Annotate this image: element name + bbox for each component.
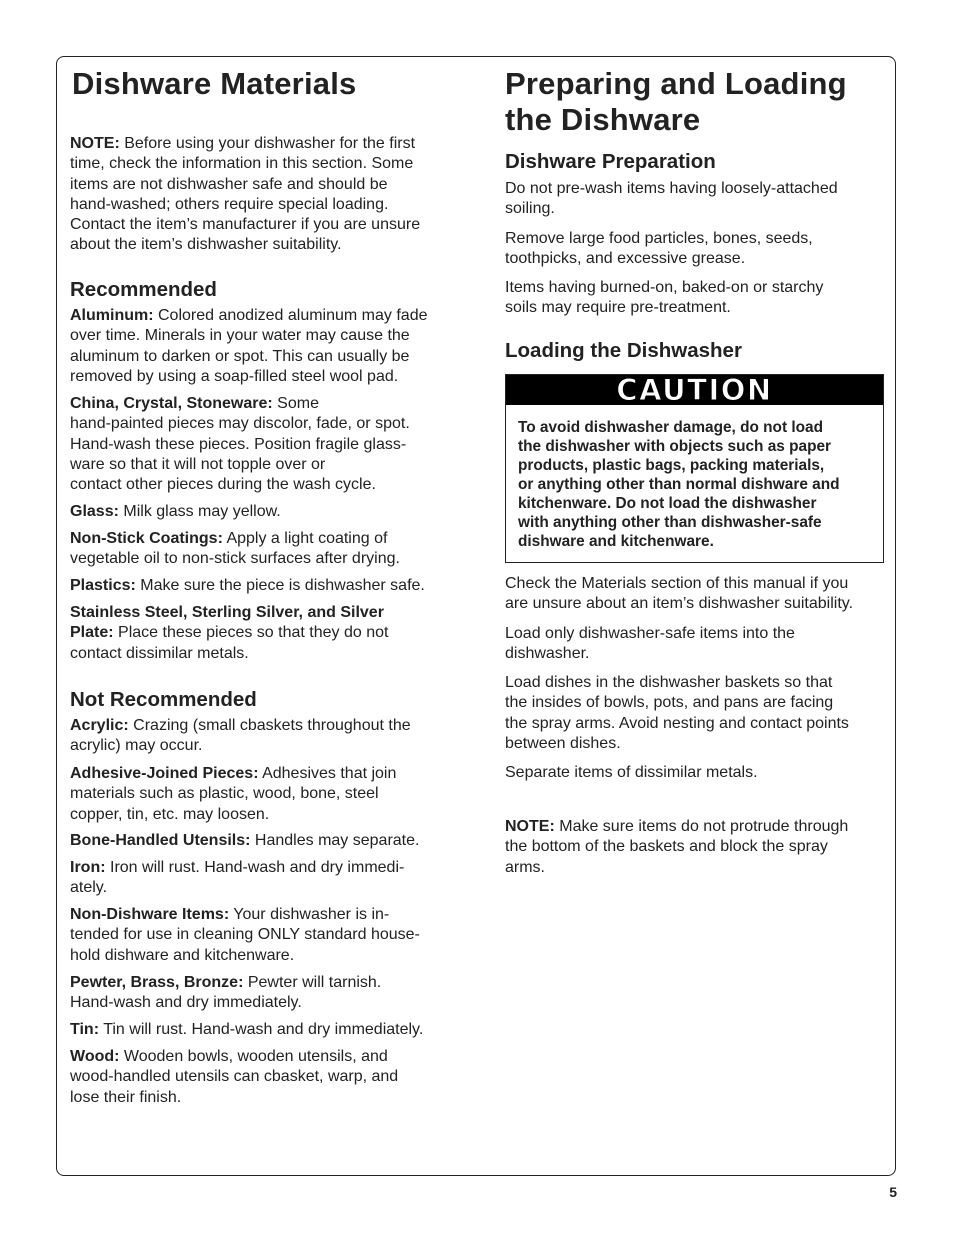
loading-para-1 xyxy=(505,574,895,615)
item-text: Hand-wash and dry immediately. xyxy=(70,994,302,1012)
item-aluminum xyxy=(70,306,460,387)
prep-para-3 xyxy=(505,278,895,319)
item-text: contact dissimilar metals. xyxy=(70,644,249,662)
para-line: the spray arms. Avoid nesting and contact points xyxy=(505,714,849,732)
item-lead: Adhesive-Joined Pieces: xyxy=(70,765,259,782)
item-text: Colored anodized aluminum may fade xyxy=(158,307,428,324)
para-line: between dishes. xyxy=(505,734,621,752)
caution-text xyxy=(518,418,880,551)
item-lead: Bone-Handled Utensils: xyxy=(70,832,251,849)
item-lead: Wood: xyxy=(70,1048,120,1065)
para-line: Load dishes in the dishwasher baskets so that xyxy=(505,674,833,691)
note-line: Before using your dishwasher for the first xyxy=(124,135,416,152)
item-lead: Non-Stick Coatings: xyxy=(70,530,223,547)
item-text: hold dishware and kitchenware. xyxy=(70,946,295,964)
item-text: acrylic) may occur. xyxy=(70,737,203,755)
para-line: Load only dishwasher-safe items into the xyxy=(505,625,795,642)
loading-note xyxy=(505,817,895,878)
item-pewter xyxy=(70,973,460,1014)
item-lead: Tin: xyxy=(70,1021,100,1038)
item-acrylic xyxy=(70,716,460,757)
loading-para-4 xyxy=(505,763,895,783)
item-lead: Plate: xyxy=(70,624,114,642)
item-text: Your dishwasher is in- xyxy=(233,906,390,923)
item-text: ately. xyxy=(70,879,108,897)
para-line: dishwasher. xyxy=(505,645,590,663)
item-lead: Stainless Steel, Sterling Silver, and Silver xyxy=(70,604,384,621)
item-iron xyxy=(70,858,460,899)
item-nonstick xyxy=(70,529,460,570)
para-line: Remove large food particles, bones, seeds, xyxy=(505,230,813,247)
note-line: about the item’s dishwasher suitability. xyxy=(70,236,342,254)
para-line: Items having burned-on, baked-on or starchy xyxy=(505,279,824,296)
loading-para-3 xyxy=(505,673,895,754)
item-lead: Aluminum: xyxy=(70,307,154,324)
item-lead: Non-Dishware Items: xyxy=(70,906,230,923)
item-text: Wooden bowls, wooden utensils, and xyxy=(123,1048,388,1065)
note-line: hand-washed; others require special loading. xyxy=(70,195,389,213)
item-text: wood-handled utensils can cbasket, warp, and xyxy=(70,1068,399,1086)
item-text: Milk glass may yellow. xyxy=(123,503,281,520)
caution-label: CAUTION xyxy=(616,373,773,407)
caution-line: products, plastic bags, packing materials, xyxy=(518,457,825,474)
caution-line: kitchenware. Do not load the dishwasher xyxy=(518,495,817,512)
para-line: soils may require pre-treatment. xyxy=(505,299,731,317)
note-line: time, check the information in this section. Some xyxy=(70,155,414,173)
item-non-dishware xyxy=(70,905,460,966)
item-adhesive xyxy=(70,764,460,825)
caution-line: dishware and kitchenware. xyxy=(518,533,714,550)
item-text: Crazing (small cbaskets throughout the xyxy=(133,717,411,734)
item-glass xyxy=(70,502,460,522)
item-lead: China, Crystal, Stoneware: xyxy=(70,395,273,412)
heading-recommended: Recommended xyxy=(70,278,217,301)
prep-para-1 xyxy=(505,179,895,220)
item-text: Hand-wash these pieces. Position fragile glass- xyxy=(70,435,407,453)
title-line: the Dishware xyxy=(505,102,701,137)
item-text: vegetable oil to non-stick surfaces after drying. xyxy=(70,550,400,568)
item-text: copper, tin, etc. may loosen. xyxy=(70,805,270,823)
item-text: Make sure the piece is dishwasher safe. xyxy=(140,577,425,594)
heading-loading-dishwasher: Loading the Dishwasher xyxy=(505,339,742,362)
para-line: are unsure about an item’s dishwasher suitability. xyxy=(505,595,854,613)
item-text: Place these pieces so that they do not xyxy=(118,624,389,642)
item-text: removed by using a soap-filled steel wool pad. xyxy=(70,367,399,385)
item-text: hand-painted pieces may discolor, fade, or spot. xyxy=(70,415,410,433)
item-text: Iron will rust. Hand-wash and dry immedi- xyxy=(110,859,405,876)
caution-banner xyxy=(506,375,883,405)
para-line: toothpicks, and excessive grease. xyxy=(505,250,746,268)
item-text: aluminum to darken or spot. This can usually be xyxy=(70,347,410,365)
item-tin xyxy=(70,1020,460,1040)
item-text: Some xyxy=(277,395,319,412)
caution-line: To avoid dishwasher damage, do not load xyxy=(518,419,824,436)
item-lead: Iron: xyxy=(70,859,106,876)
caution-line: the dishwasher with objects such as paper xyxy=(518,438,832,455)
item-wood xyxy=(70,1047,460,1108)
note-line: Make sure items do not protrude through xyxy=(559,818,849,835)
item-lead: Glass: xyxy=(70,503,119,520)
caution-line: or anything other than normal dishware and xyxy=(518,476,840,493)
para-line: Separate items of dissimilar metals. xyxy=(505,764,758,781)
item-text: Adhesives that join xyxy=(262,765,397,782)
caution-box xyxy=(505,374,884,563)
item-text: over time. Minerals in your water may cause the xyxy=(70,327,410,345)
item-stainless xyxy=(70,603,460,664)
heading-dishware-preparation: Dishware Preparation xyxy=(505,150,716,173)
item-text: tended for use in cleaning ONLY standard house- xyxy=(70,926,420,944)
item-text: ware so that it will not topple over or xyxy=(70,455,326,473)
item-bone-handled xyxy=(70,831,460,851)
note-lead: NOTE: xyxy=(70,135,120,152)
prep-para-2 xyxy=(505,229,895,270)
para-line: the insides of bowls, pots, and pans are facing xyxy=(505,694,834,712)
item-plastics xyxy=(70,576,460,596)
note-line: Contact the item’s manufacturer if you are unsure xyxy=(70,216,421,234)
para-line: Check the Materials section of this manual if you xyxy=(505,575,849,592)
section-title-dishware-materials: Dishware Materials xyxy=(72,66,357,101)
item-text: Handles may separate. xyxy=(254,832,420,849)
item-lead: Plastics: xyxy=(70,577,136,594)
note-line: items are not dishwasher safe and should be xyxy=(70,175,388,193)
page-number: 5 xyxy=(889,1184,897,1200)
note-line: the bottom of the baskets and block the spray xyxy=(505,838,828,856)
note-lead: NOTE: xyxy=(505,818,555,835)
item-lead: Acrylic: xyxy=(70,717,129,734)
para-line: soiling. xyxy=(505,200,555,218)
heading-not-recommended: Not Recommended xyxy=(70,688,257,711)
item-text: lose their finish. xyxy=(70,1088,182,1106)
item-text: contact other pieces during the wash cycle. xyxy=(70,476,376,494)
caution-line: with anything other than dishwasher-safe xyxy=(518,514,822,531)
item-text: Tin will rust. Hand-wash and dry immediately. xyxy=(103,1021,424,1038)
item-china xyxy=(70,394,460,495)
item-lead: Pewter, Brass, Bronze: xyxy=(70,974,244,991)
item-text: Pewter will tarnish. xyxy=(247,974,382,991)
section-title-preparing-loading xyxy=(505,66,895,138)
materials-note xyxy=(70,134,460,256)
loading-para-2 xyxy=(505,624,895,665)
item-text: Apply a light coating of xyxy=(226,530,388,547)
note-line: arms. xyxy=(505,858,545,876)
para-line: Do not pre-wash items having loosely-attached xyxy=(505,180,838,197)
item-text: materials such as plastic, wood, bone, steel xyxy=(70,785,379,803)
title-line: Preparing and Loading xyxy=(505,66,847,101)
